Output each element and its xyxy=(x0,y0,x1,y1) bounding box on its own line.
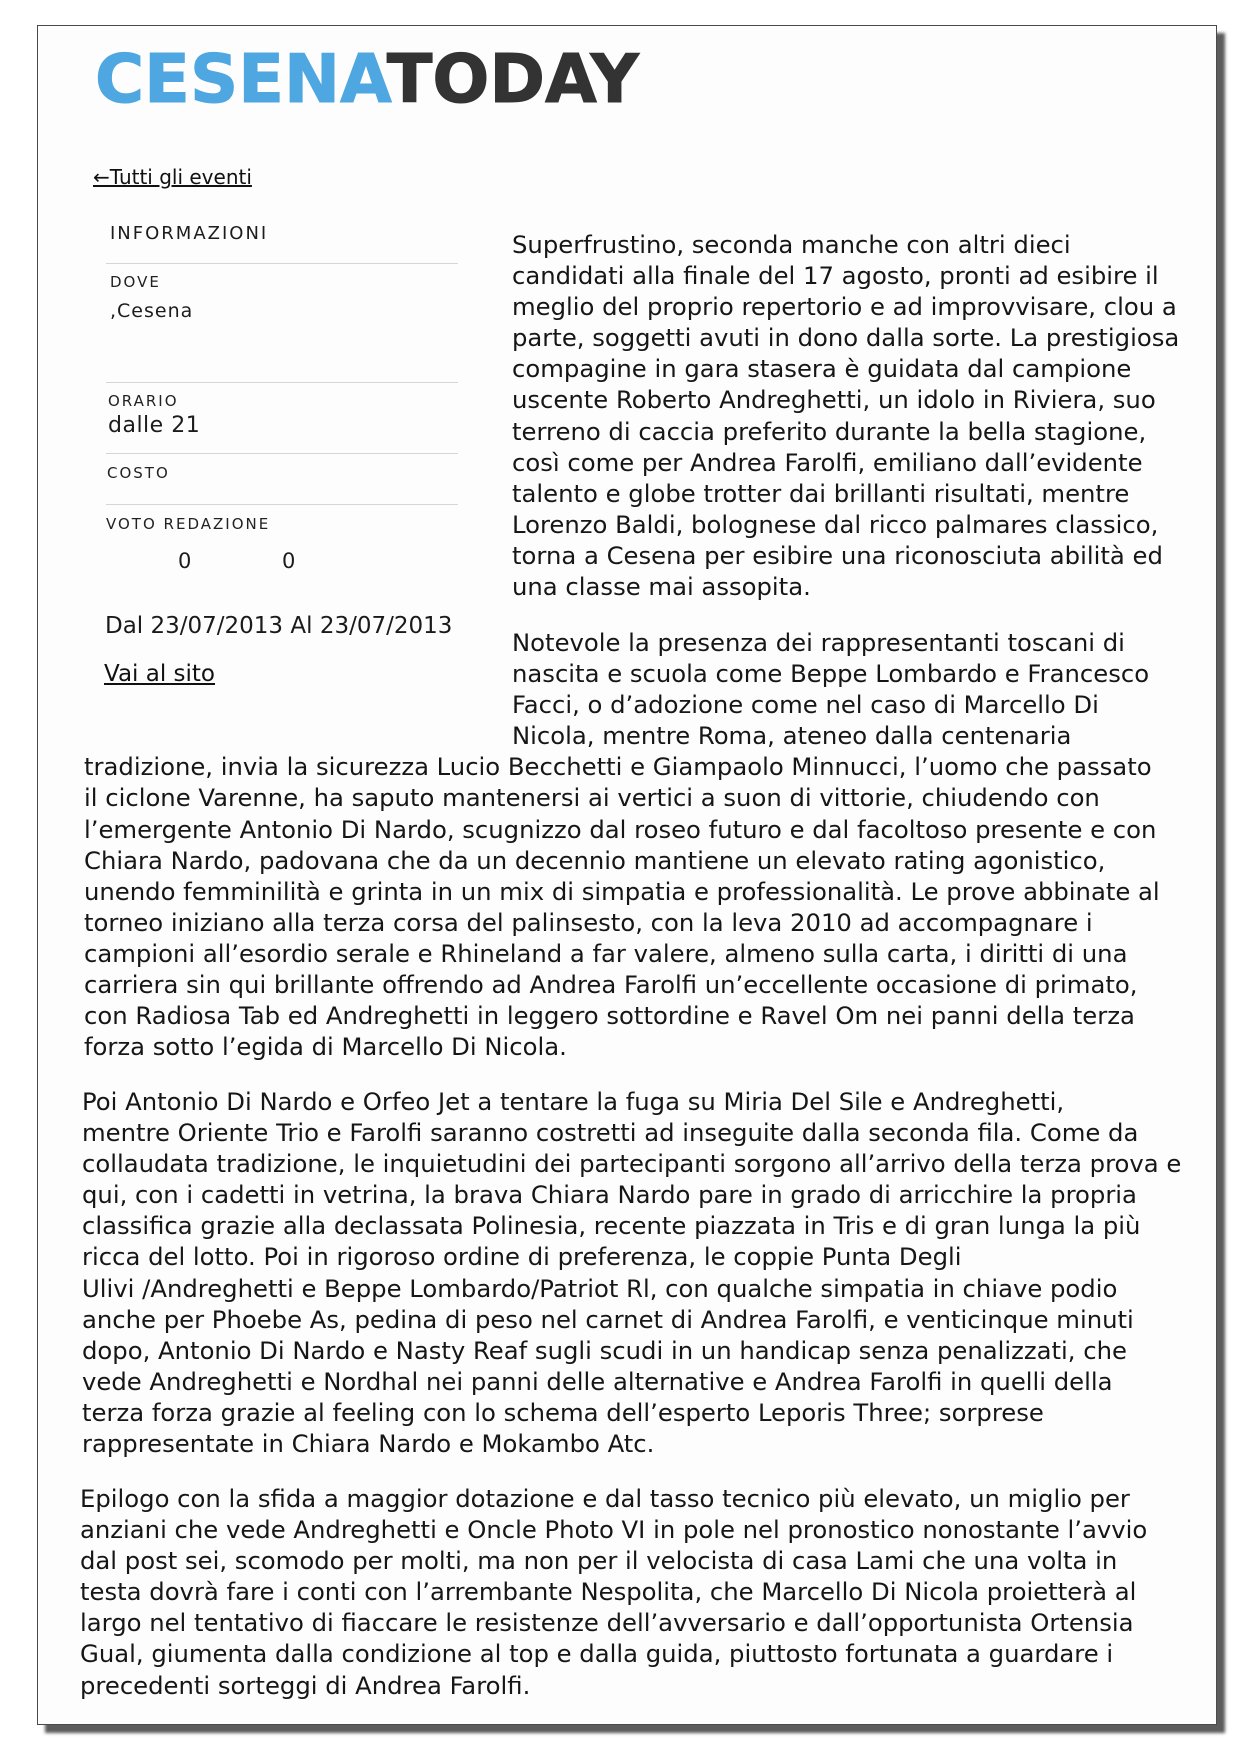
divider xyxy=(106,263,458,264)
article-paragraph xyxy=(512,229,1179,602)
article-line: testa dovrà fare i conti con l’arrembante Nespolita, che Marcello Di Nicola proietterà al xyxy=(80,1577,1137,1607)
article-line: il ciclone Varenne, ha saputo mantenersi ai vertici a suon di vittorie, chiudendo con xyxy=(84,783,1100,813)
article-line: parte, soggetti avuti in dono dalla sorte. La prestigiosa xyxy=(512,323,1180,353)
article-line: compagine in gara stasera è guidata dal campione xyxy=(512,354,1132,384)
location-label: DOVE xyxy=(110,273,161,291)
article-line: Facci, o d’adozione come nel caso di Marcello Di xyxy=(512,690,1099,720)
article-line: classifica grazie alla declassata Polinesia, recente piazzata in Tris e di gran lunga la più xyxy=(82,1211,1141,1241)
article-line: anche per Phoebe As, pedina di peso nel carnet di Andrea Farolfi, e venticinque minuti xyxy=(82,1304,1134,1334)
cost-label: COSTO xyxy=(107,464,170,482)
article-line: anziani che vede Andreghetti e Oncle Photo VI in pole nel pronostico nonostante l’avvio xyxy=(80,1515,1148,1545)
article-line: così come per Andrea Farolfi, emiliano dall’evidente xyxy=(512,447,1143,477)
article-line: vede Andreghetti e Nordhal nei panni delle alternative e Andrea Farolfi in quelli della xyxy=(82,1366,1113,1396)
location-value: ,Cesena xyxy=(110,300,194,322)
info-heading: INFORMAZIONI xyxy=(110,223,269,244)
divider xyxy=(106,504,458,505)
article-line: Chiara Nardo, padovana che da un decennio mantiene un elevato rating agonistico, xyxy=(84,845,1106,875)
article-line: Superfrustino, seconda manche con altri dieci xyxy=(512,230,1071,259)
article-line: rappresentate in Chiara Nardo e Mokambo Atc. xyxy=(82,1429,655,1459)
vote-count: 0 xyxy=(282,549,296,573)
logo-text-cesena: CESENA xyxy=(95,40,387,118)
article-line: forza sotto l’egida di Marcello Di Nicola. xyxy=(84,1032,567,1062)
article-line: Notevole la presenza dei rappresentanti toscani di xyxy=(512,628,1125,657)
article-line: Epilogo con la sfida a maggior dotazione e dal tasso tecnico più elevato, un miglio per xyxy=(80,1484,1130,1513)
article-line: qui, con i cadetti in vetrina, la brava Chiara Nardo pare in grado di arricchire la propria xyxy=(82,1180,1137,1210)
article-line: uscente Roberto Andreghetti, un idolo in Riviera, suo xyxy=(512,385,1156,415)
article-line: Nicola, mentre Roma, ateneo dalla centenaria xyxy=(512,721,1072,751)
article-paragraph xyxy=(82,1086,1181,1459)
article-paragraph xyxy=(80,1483,1147,1701)
divider xyxy=(106,382,458,383)
article-line: unendo femminilità e grinta in un mix di simpatia e professionalità. Le prove abbinate al xyxy=(84,876,1160,906)
article-line: torna a Cesena per esibire una riconosciuta abilità ed xyxy=(512,540,1163,570)
article-line: l’emergente Antonio Di Nardo, scugnizzo dal roseo futuro e dal facoltoso presente e con xyxy=(84,814,1157,844)
article-line: Poi Antonio Di Nardo e Orfeo Jet a tentare la fuga su Miria Del Sile e Andreghetti, xyxy=(82,1087,1065,1116)
article-line: Lorenzo Baldi, bolognese dal ricco palmares classico, xyxy=(512,509,1159,539)
article-line: terza forza grazie al feeling con lo schema dell’esperto Leporis Three; sorprese xyxy=(82,1397,1044,1427)
site-logo xyxy=(95,40,639,118)
article-line: campioni all’esordio serale e Rhineland a far valere, almeno sulla carta, i diritti di una xyxy=(84,938,1128,968)
logo-text-today: TODAY xyxy=(386,40,639,118)
visit-site-link[interactable]: Vai al sito xyxy=(104,661,216,687)
article-line: precedenti sorteggi di Andrea Farolfi. xyxy=(80,1670,531,1700)
article-line: Ulivi /Andreghetti e Beppe Lombardo/Patriot Rl, con qualche simpatia in chiave podio xyxy=(82,1273,1118,1303)
editorial-rating-label: VOTO REDAZIONE xyxy=(106,515,271,533)
back-to-all-events-link[interactable]: ←Tutti gli eventi xyxy=(93,165,252,189)
article-line: una classe mai assopita. xyxy=(512,572,811,602)
article-line: dopo, Antonio Di Nardo e Nasty Reaf sugli scudi in un handicap senza penalizzati, che xyxy=(82,1335,1127,1365)
article-line: nascita e scuola come Beppe Lombardo e Francesco xyxy=(512,659,1150,689)
article-line: mentre Oriente Trio e Farolfi saranno costretti ad inseguite dalla seconda fila. Come da xyxy=(82,1118,1139,1148)
article-line: meglio del proprio repertorio e ad improvvisare, clou a xyxy=(512,292,1177,322)
article-line: ricca del lotto. Poi in rigoroso ordine di preferenza, le coppie Punta Degli xyxy=(82,1242,962,1272)
vote-count: 0 xyxy=(178,549,192,573)
article-line: largo nel tentativo di fiaccare le resistenze dell’avversario e dall’opportunista Ortensia xyxy=(80,1608,1134,1638)
time-label: ORARIO xyxy=(108,392,179,410)
article-line: terreno di caccia preferito durante la bella stagione, xyxy=(512,416,1147,446)
article-line: carriera sin qui brillante offrendo ad Andrea Farolfi un’eccellente occasione di primato, xyxy=(84,970,1138,1000)
article-line: tradizione, invia la sicurezza Lucio Becchetti e Giampaolo Minnucci, l’uomo che passato xyxy=(84,752,1152,782)
article-line: Gual, giumenta dalla condizione al top e dalla guida, piuttosto fortunata a guardare i xyxy=(80,1639,1114,1669)
divider xyxy=(106,453,458,454)
article-line: dal post sei, scomodo per molti, ma non per il velocista di casa Lami che una volta in xyxy=(80,1546,1118,1576)
time-value: dalle 21 xyxy=(108,413,201,438)
event-dates: Dal 23/07/2013 Al 23/07/2013 xyxy=(105,613,453,639)
article-line: talento e globe trotter dai brillanti risultati, mentre xyxy=(512,478,1130,508)
article-line: candidati alla finale del 17 agosto, pronti ad esibire il xyxy=(512,261,1159,291)
article-paragraph xyxy=(84,627,1160,1062)
article-line: torneo iniziano alla terza corsa del palinsesto, con la leva 2010 ad accompagnare i xyxy=(84,907,1093,937)
article-line: con Radiosa Tab ed Andreghetti in leggero sottordine e Ravel Om nei panni della terza xyxy=(84,1001,1135,1031)
article-line: collaudata tradizione, le inquietudini dei partecipanti sorgono all’arrivo della terza prova e xyxy=(82,1149,1182,1179)
